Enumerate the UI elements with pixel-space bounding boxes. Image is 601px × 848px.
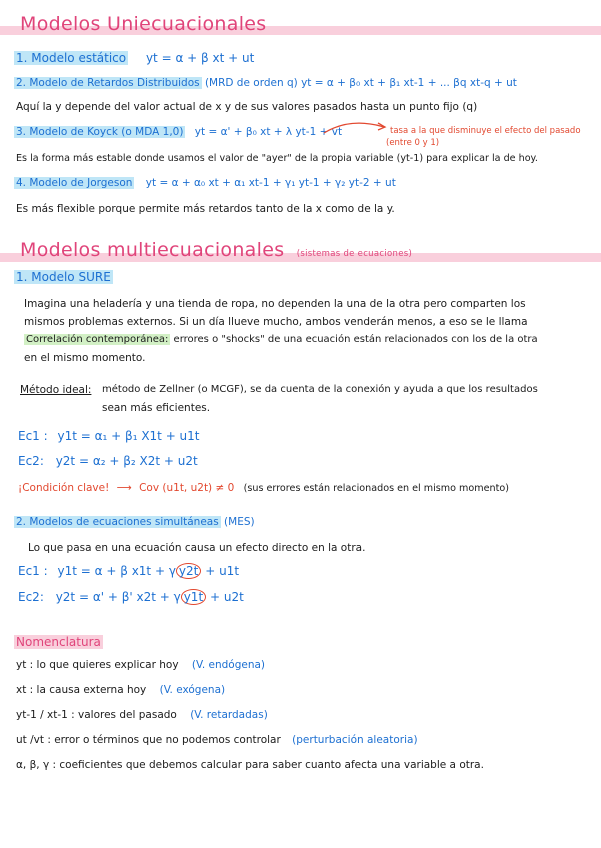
key-condition-equation: Cov (u1t, u2t) ≠ 0 <box>139 482 235 494</box>
mes-ec2-equation: y2t = α' + β' x2t + γ <box>55 590 181 604</box>
mes-ec2-label: Ec2: <box>18 590 44 604</box>
sure-paragraph-3 <box>24 334 538 346</box>
mes-ec2-circled-variable: y1t <box>181 589 206 605</box>
ideal-method-text-2: sean más eficientes. <box>102 402 211 414</box>
nomen-lag <box>16 709 268 721</box>
model-2-description: Aquí la y depende del valor actual de x y de sus valores pasados hasta un punto fijo (q) <box>16 101 478 113</box>
nomen-lag-tag: (V. retardadas) <box>190 709 268 721</box>
nomen-xt <box>16 684 225 696</box>
multi-title-note: (sistemas de ecuaciones) <box>296 249 413 259</box>
sure-ec2 <box>18 455 198 469</box>
model-4-description: Es más flexible porque permite más retardos tanto de la x como de la y. <box>16 203 395 215</box>
nomen-xt-tag: (V. exógena) <box>159 684 226 696</box>
sure-ec2-label: Ec2: <box>18 454 44 468</box>
multi-title-text: Modelos multiecuacionales <box>20 239 285 261</box>
sure-ec1 <box>18 430 200 444</box>
model-1-label: 1. Modelo estático <box>16 51 127 65</box>
mes-ec2 <box>18 591 244 605</box>
mes-ec1 <box>18 565 239 579</box>
model-1-equation: yt = α + β xt + ut <box>145 51 255 65</box>
mes-ec1-equation: y1t = α + β x1t + γ <box>57 564 176 578</box>
contemporaneous-correlation-term: Correlación contemporánea: <box>26 334 169 345</box>
nomen-err <box>16 734 418 746</box>
model-2-equation: yt = α + β₀ xt + β₁ xt-1 + ... βq xt-q + ut <box>301 77 517 89</box>
model-1-row <box>14 52 254 66</box>
lambda-range-note: (entre 0 y 1) <box>386 138 440 148</box>
nomen-yt <box>16 659 265 671</box>
model-3-description: Es la forma más estable donde usamos el valor de "ayer" de la propia variable (yt-1) para explicar la de hoy. <box>16 153 538 164</box>
sure-paragraph-2: mismos problemas externos. Si un día llueve mucho, ambos venderán menos, a eso se le llama <box>24 316 528 328</box>
model-3-equation: yt = α' + β₀ xt + λ yt-1 + vt <box>194 126 343 138</box>
key-condition-arrow: ⟶ <box>116 482 132 494</box>
key-condition-row <box>18 482 509 494</box>
section-title-uniecuacionales: Modelos Uniecuacionales <box>20 13 267 35</box>
mes-abbr: (MES) <box>224 516 255 528</box>
nomen-lag-text: yt-1 / xt-1 : valores del pasado <box>16 709 177 721</box>
nomen-coef: α, β, γ : coeficientes que debemos calcular para saber cuanto afecta una variable a otra. <box>16 759 484 771</box>
sure-ec1-label: Ec1 : <box>18 429 48 443</box>
ideal-method-label: Método ideal: <box>20 384 92 396</box>
lambda-note: tasa a la que disminuye el efecto del pasado <box>390 126 581 136</box>
nomen-yt-text: yt : lo que quieres explicar hoy <box>16 659 179 671</box>
model-4-label: 4. Modelo de Jorgeson <box>16 177 133 189</box>
sure-ec1-equation: y1t = α₁ + β₁ X1t + u1t <box>57 429 200 443</box>
nomen-yt-tag: (V. endógena) <box>191 659 266 671</box>
mes-heading <box>14 516 255 528</box>
model-2-paren: (MRD de orden q) <box>204 77 298 89</box>
key-condition-note: (sus errores están relacionados en el mismo momento) <box>243 483 509 494</box>
model-4-row <box>14 177 396 189</box>
key-condition-label: ¡Condición clave! <box>18 482 110 494</box>
sure-paragraph-3-text: errores o "shocks" de una ecuación están relacionados con los de la otra <box>170 334 538 345</box>
mes-ec1-label: Ec1 : <box>18 564 48 578</box>
lambda-arrow <box>320 117 390 137</box>
mes-ec1-error: + u1t <box>205 564 240 578</box>
nomen-xt-text: xt : la causa externa hoy <box>16 684 147 696</box>
mes-description: Lo que pasa en una ecuación causa un efecto directo en la otra. <box>28 542 366 554</box>
model-2-row <box>14 77 517 89</box>
model-4-equation: yt = α + α₀ xt + α₁ xt-1 + γ₁ yt-1 + γ₂ yt-2 + ut <box>145 177 396 189</box>
model-3-row <box>14 126 342 138</box>
nomenclature-title: Nomenclatura <box>16 635 101 649</box>
mes-label: 2. Modelos de ecuaciones simultáneas <box>16 516 219 528</box>
sure-ec2-equation: y2t = α₂ + β₂ X2t + u2t <box>55 454 198 468</box>
sure-label: 1. Modelo SURE <box>16 270 111 284</box>
nomen-err-tag: (perturbación aleatoria) <box>292 734 418 746</box>
section-title-multiecuacionales <box>20 240 412 262</box>
nomen-err-text: ut /vt : error o términos que no podemos controlar <box>16 734 281 746</box>
ideal-method-text-1: método de Zellner (o MCGF), se da cuenta de la conexión y ayuda a que los resultados <box>102 384 538 395</box>
sure-heading <box>14 271 113 285</box>
sure-paragraph-1: Imagina una heladería y una tienda de ropa, no dependen la una de la otra pero comparten los <box>24 298 526 310</box>
nomenclature-heading <box>14 636 103 650</box>
mes-ec2-error: + u2t <box>209 590 244 604</box>
model-3-label: 3. Modelo de Koyck (o MDA 1,0) <box>16 126 184 138</box>
mes-ec1-circled-variable: y2t <box>176 563 201 579</box>
model-2-label: 2. Modelo de Retardos Distribuidos <box>16 77 200 89</box>
sure-paragraph-4: en el mismo momento. <box>24 352 146 364</box>
